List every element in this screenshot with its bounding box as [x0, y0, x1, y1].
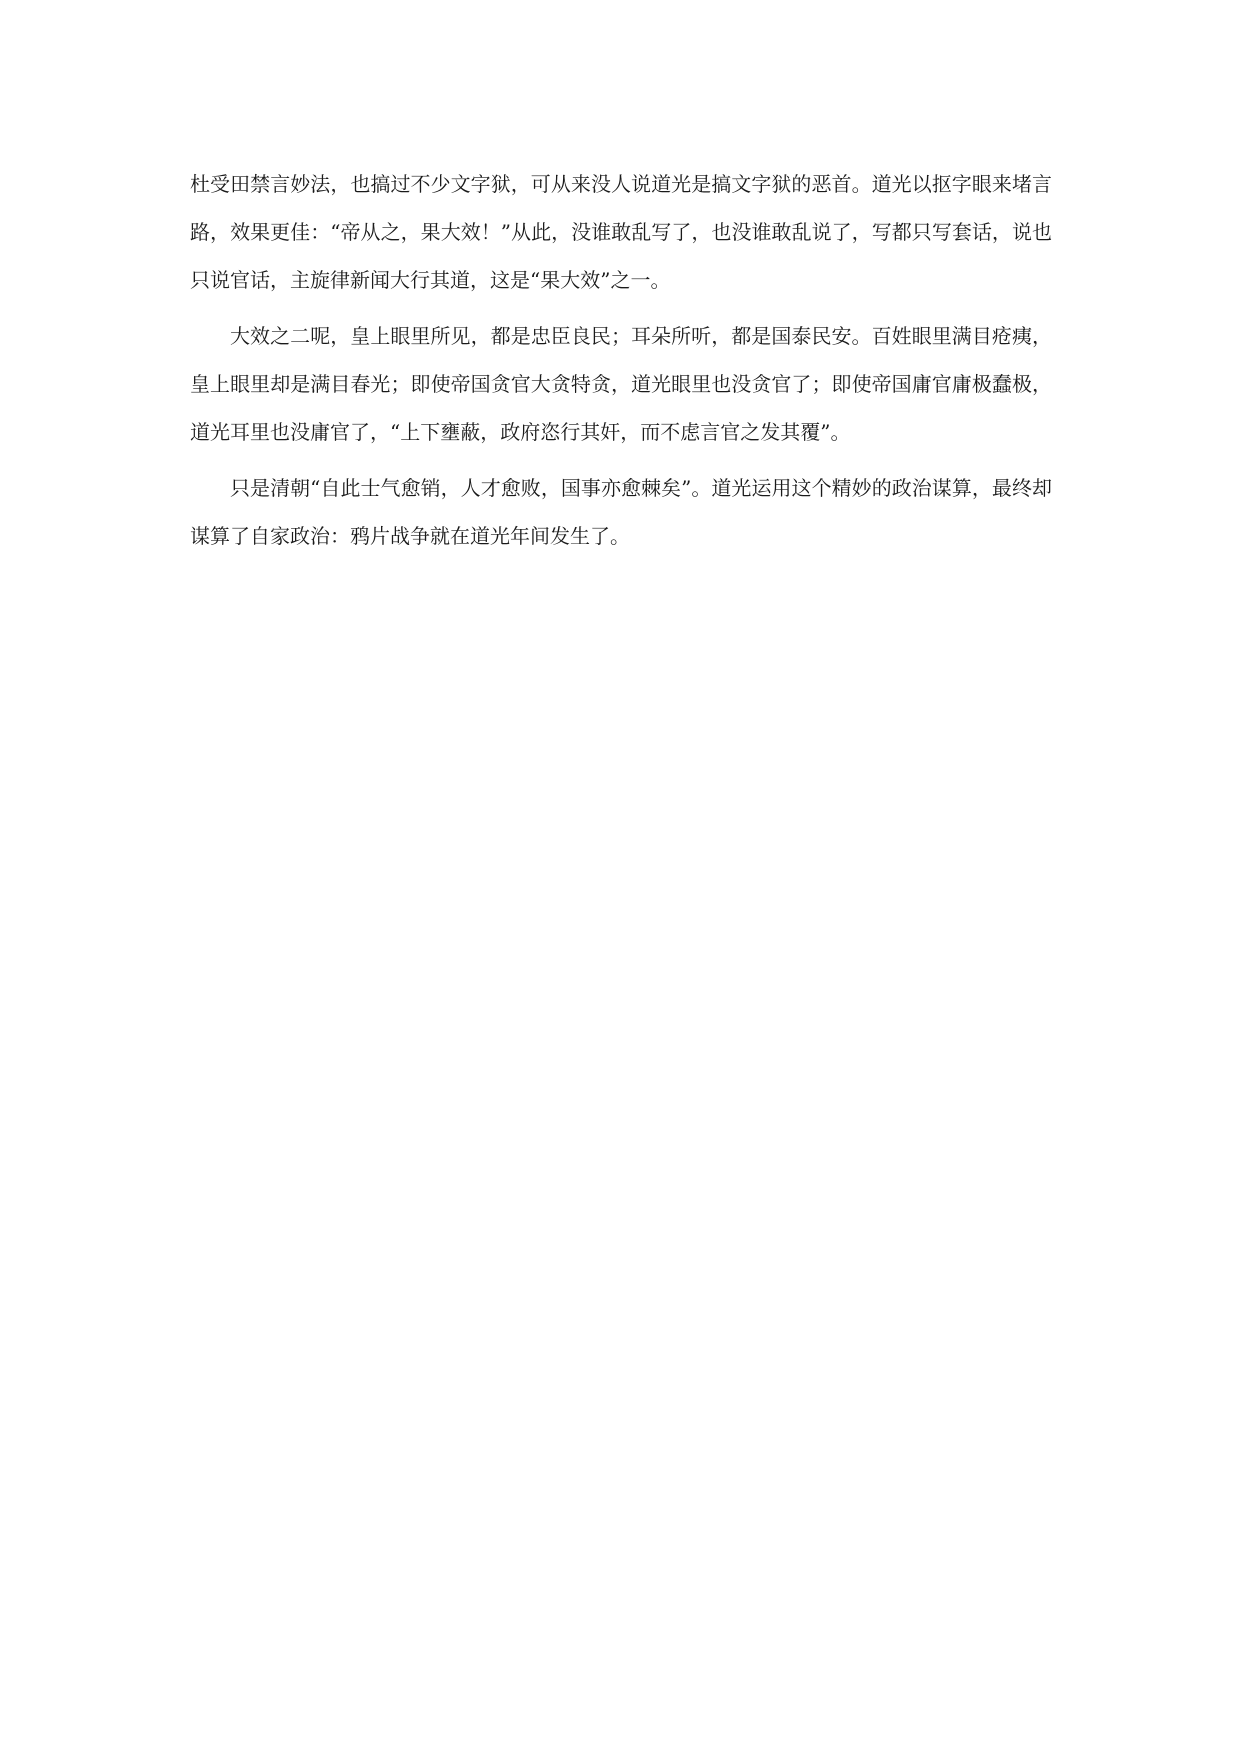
document-body [190, 160, 1052, 568]
paragraph-2: 大效之二呢，皇上眼里所见，都是忠臣良民；耳朵所听，都是国泰民安。百姓眼里满目疮痍，皇上眼里却是满目春光；即使帝国贪官大贪特贪，道光眼里也没贪官了；即使帝国庸官庸极蠢极，道光耳里也没庸官了，“上下壅蔽，政府恣行其奸，而不虑言官之发其覆”。 [190, 324, 1052, 444]
paragraph-1: 杜受田禁言妙法，也搞过不少文字狱，可从来没人说道光是搞文字狱的恶首。道光以抠字眼来堵言路，效果更佳：“帝从之，果大效！”从此，没谁敢乱写了，也没谁敢乱说了，写都只写套话，说也只说官话，主旋律新闻大行其道，这是“果大效”之一。 [190, 172, 1052, 292]
paragraph-3: 只是清朝“自此士气愈销，人才愈败，国事亦愈棘矣”。道光运用这个精妙的政治谋算，最终却谋算了自家政治：鸦片战争就在道光年间发生了。 [190, 476, 1052, 548]
